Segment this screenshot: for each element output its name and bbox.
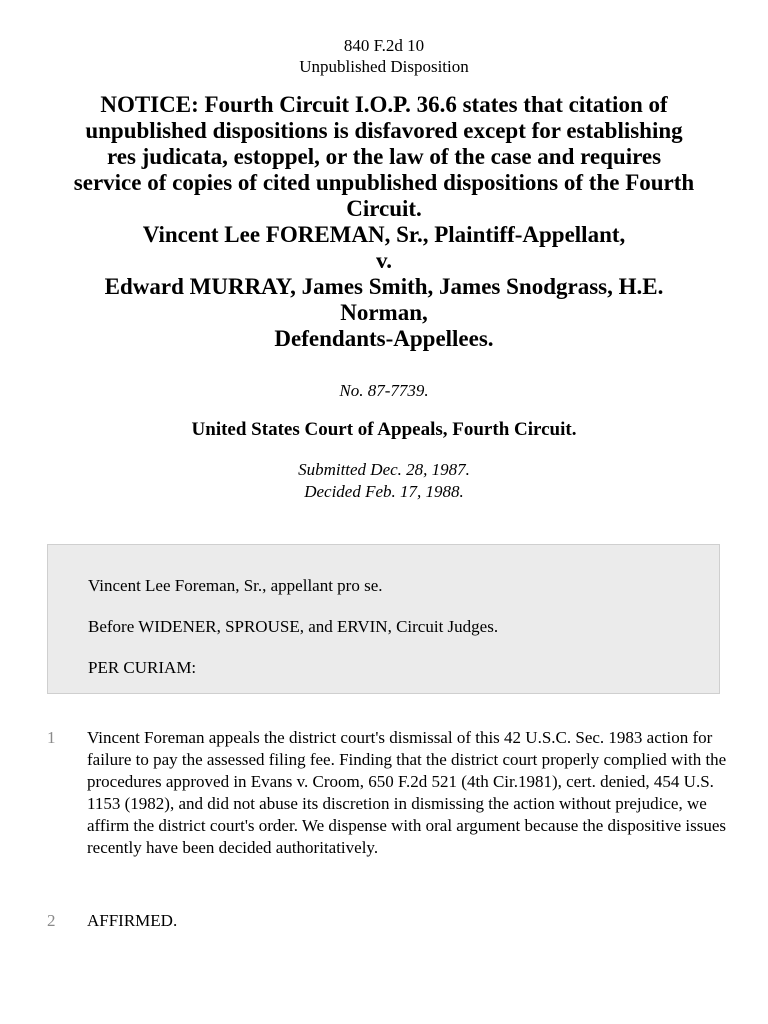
- notice-line: unpublished dispositions is disfavored except for establishing: [85, 118, 683, 143]
- paragraph-text: AFFIRMED.: [87, 911, 178, 930]
- paragraph-number: 1: [47, 728, 56, 747]
- case-dates: [0, 459, 768, 503]
- plaintiff-line: Vincent Lee FOREMAN, Sr., Plaintiff-Appellant,: [142, 222, 626, 247]
- defendants-role-line: Defendants-Appellees.: [274, 326, 494, 351]
- citation-header: [0, 0, 768, 77]
- notice-line: NOTICE: Fourth Circuit I.O.P. 36.6 states that citation of: [100, 92, 668, 117]
- paragraph-text: Vincent Foreman appeals the district court's dismissal of this 42 U.S.C. Sec. 1983 action for failure to pay the assessed filing fee. Finding that the district court properly complied with the procedures approved in Evans v. Croom, 650 F.2d 521 (4th Cir.1981), cert. denied, 454 U.S. 1153 (1982), and did not abuse its discretion in dismissing the action without prejudice, we affirm the district court's order. We dispense with oral argument because the dispositive issues recently have been decided authoritatively.: [87, 728, 727, 857]
- submitted-date: Submitted Dec. 28, 1987.: [298, 460, 470, 479]
- notice-line: Circuit.: [346, 196, 422, 221]
- court-name: United States Court of Appeals, Fourth Circuit.: [191, 419, 577, 440]
- decided-date: Decided Feb. 17, 1988.: [304, 482, 464, 501]
- defendants-line: Edward MURRAY, James Smith, James Snodgrass, H.E.: [104, 274, 664, 299]
- versus-line: v.: [376, 248, 392, 273]
- notice-line: service of copies of cited unpublished dispositions of the Fourth: [73, 170, 695, 195]
- disposition-label: Unpublished Disposition: [299, 57, 469, 76]
- counsel-line: Vincent Lee Foreman, Sr., appellant pro se.: [88, 576, 383, 595]
- case-title-block: [40, 92, 728, 352]
- preamble-box: [47, 544, 720, 694]
- reporter-citation: 840 F.2d 10: [343, 36, 425, 55]
- per-curiam-line: PER CURIAM:: [88, 658, 197, 677]
- defendants-line: Norman,: [340, 300, 428, 325]
- paragraph-number: 2: [47, 911, 56, 930]
- notice-line: res judicata, estoppel, or the law of the case and requires: [106, 144, 662, 169]
- panel-line: Before WIDENER, SPROUSE, and ERVIN, Circuit Judges.: [88, 617, 499, 636]
- docket-number: No. 87-7739.: [339, 381, 429, 400]
